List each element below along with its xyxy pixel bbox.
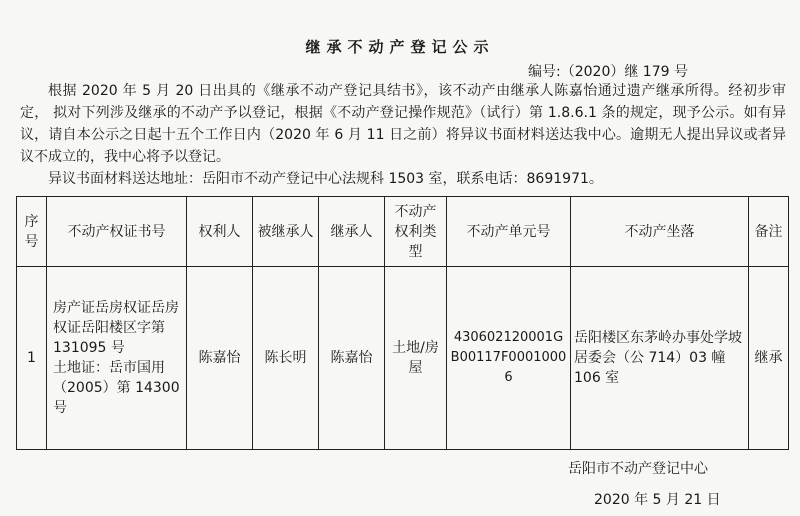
header-remark: 备注 [749, 197, 789, 267]
notice-body [20, 80, 786, 190]
document-number: 编号:（2020）继 179 号 [528, 64, 688, 80]
cell-remark: 继承 [749, 267, 789, 450]
property-table [16, 196, 789, 450]
issuing-organization: 岳阳市不动产登记中心 [568, 461, 708, 477]
issue-date: 2020 年 5 月 21 日 [594, 492, 721, 508]
page-title: 继承不动产登记公示 [305, 38, 495, 56]
header-cert: 不动产权证书号 [47, 197, 187, 267]
header-right-type: 不动产权利类型 [385, 197, 447, 267]
header-decedent: 被继承人 [253, 197, 319, 267]
header-location: 不动产坐落 [571, 197, 749, 267]
notice-paragraph: 根据 2020 年 5 月 20 日出具的《继承不动产登记具结书》，该不动产由继承人陈嘉怡通过遗产继承所得。经初步审定， 拟对下列涉及继承的不动产予以登记，根据《不动产登记操作规范》（试行）第 1.8.6.1 条的规定，现予公示。如有异议，请自本公示之日起十五个工作日内（2020 年 6 月 11 日之前）将异议书面材料送达我中心。逾期无人提出异议或者异议不成立的，我中心将予以登记。 [20, 83, 786, 165]
table-header-row [17, 197, 789, 267]
header-seq: 序号 [17, 197, 47, 267]
header-holder: 权利人 [187, 197, 253, 267]
header-unit-no: 不动产单元号 [447, 197, 571, 267]
cell-location: 岳阳楼区东茅岭办事处学坡居委会（公 714）03 幢 106 室 [571, 267, 749, 450]
objection-address: 异议书面材料送达地址：岳阳市不动产登记中心法规科 1503 室，联系电话：8691971。 [48, 171, 603, 187]
cell-cert: 房产证岳房权证岳房权证岳阳楼区字第 131095 号 土地证：岳市国用（2005）第 14300 号 [47, 267, 187, 450]
cell-holder: 陈嘉怡 [187, 267, 253, 450]
cell-decedent: 陈长明 [253, 267, 319, 450]
cell-right-type: 土地/房屋 [385, 267, 447, 450]
cell-unit-no: 430602120001GB00117F00010006 [447, 267, 571, 450]
cell-heir: 陈嘉怡 [319, 267, 385, 450]
cell-seq: 1 [17, 267, 47, 450]
header-heir: 继承人 [319, 197, 385, 267]
table-row [17, 267, 789, 450]
